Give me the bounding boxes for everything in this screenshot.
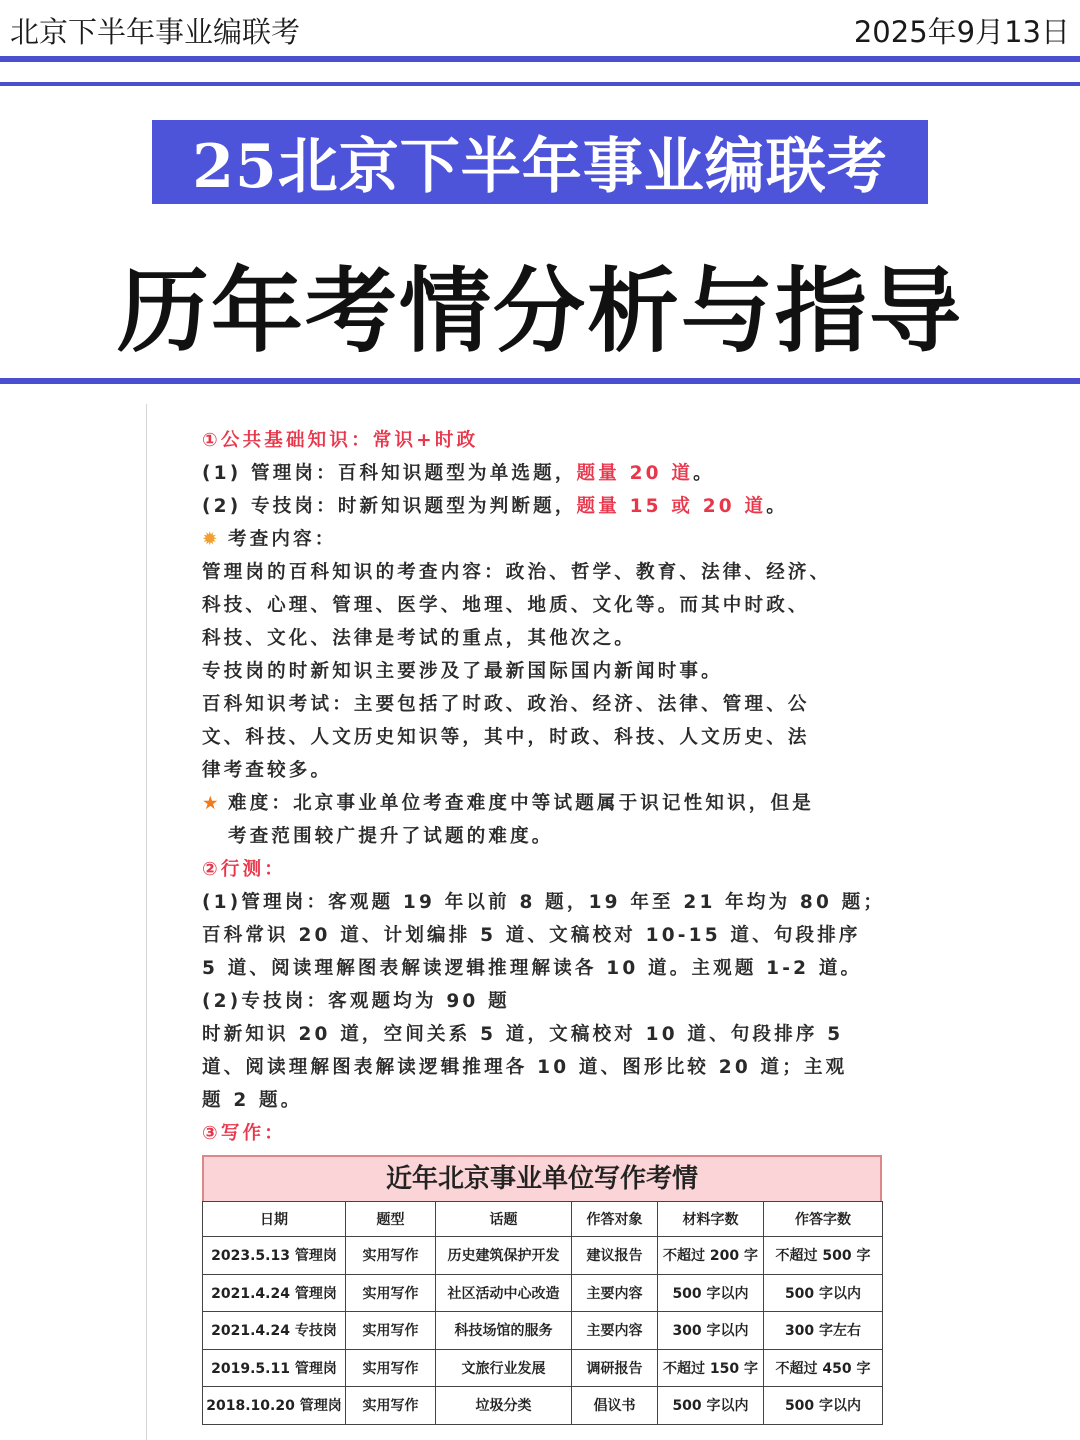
table-cell: 不超过 200 字 bbox=[658, 1237, 764, 1275]
difficulty-text: 难度：北京事业单位考查难度中等试题属于识记性知识，但是 bbox=[228, 793, 814, 814]
paragraph-line: 百科知识考试：主要包括了时政、政治、经济、法律、管理、公 bbox=[202, 694, 810, 715]
table-cell: 300 字以内 bbox=[658, 1312, 764, 1350]
gear-icon: ✹ bbox=[202, 529, 221, 550]
writing-exam-table bbox=[202, 1155, 882, 1425]
top-bar bbox=[0, 0, 1080, 56]
section2-line: 百科常识 20 道、计划编排 5 道、文稿校对 10-15 道、句段排序 bbox=[202, 925, 861, 946]
table-cell: 2018.10.20 管理岗 bbox=[203, 1387, 346, 1425]
table-row bbox=[203, 1349, 883, 1387]
section2-line: 道、阅读理解图表解读逻辑推理各 10 道、图形比较 20 道；主观 bbox=[202, 1057, 848, 1078]
table-cell: 实用写作 bbox=[346, 1237, 436, 1275]
star-icon: ★ bbox=[202, 793, 222, 814]
section3-heading: ③写作： bbox=[202, 1123, 286, 1144]
section2-line: (2)专技岗：客观题均为 90 题 bbox=[202, 991, 510, 1012]
column-header: 日期 bbox=[203, 1202, 346, 1237]
title-banner: 25北京下半年事业编联考 bbox=[152, 120, 928, 204]
table-cell: 不超过 150 字 bbox=[658, 1349, 764, 1387]
paragraph-line: 文、科技、人文历史知识等，其中，时政、科技、人文历史、法 bbox=[202, 727, 810, 748]
table-cell: 不超过 500 字 bbox=[764, 1237, 883, 1275]
section2-line: 时新知识 20 道，空间关系 5 道，文稿校对 10 道、句段排序 5 bbox=[202, 1024, 844, 1045]
table-row bbox=[203, 1237, 883, 1275]
table-row bbox=[203, 1274, 883, 1312]
table-cell: 倡议书 bbox=[572, 1387, 658, 1425]
table-cell: 实用写作 bbox=[346, 1387, 436, 1425]
table-row bbox=[203, 1312, 883, 1350]
table-cell: 实用写作 bbox=[346, 1274, 436, 1312]
table-cell: 科技场馆的服务 bbox=[436, 1312, 572, 1350]
column-header: 话题 bbox=[436, 1202, 572, 1237]
table-cell: 主要内容 bbox=[572, 1274, 658, 1312]
section1-line2-end: 。 bbox=[766, 496, 788, 517]
table-title: 近年北京事业单位写作考情 bbox=[202, 1155, 882, 1201]
table-cell: 社区活动中心改造 bbox=[436, 1274, 572, 1312]
page-subtitle: 历年考情分析与指导 bbox=[116, 257, 963, 365]
table-cell: 500 字以内 bbox=[658, 1274, 764, 1312]
table-cell: 500 字以内 bbox=[764, 1274, 883, 1312]
difficulty-line bbox=[202, 787, 892, 820]
section1-line2-text: (2) 专技岗：时新知识题型为判断题， bbox=[202, 496, 577, 517]
table-cell: 不超过 450 字 bbox=[764, 1349, 883, 1387]
table-cell: 实用写作 bbox=[346, 1312, 436, 1350]
table-cell: 文旅行业发展 bbox=[436, 1349, 572, 1387]
section1-line1-highlight: 题量 20 道 bbox=[576, 463, 694, 484]
table-cell: 500 字以内 bbox=[764, 1387, 883, 1425]
top-rule-2 bbox=[0, 82, 1080, 86]
section2-heading: ②行测： bbox=[202, 859, 286, 880]
table-cell: 500 字以内 bbox=[658, 1387, 764, 1425]
table-cell: 2019.5.11 管理岗 bbox=[203, 1349, 346, 1387]
section2-line: 5 道、阅读理解图表解读逻辑推理解读各 10 道。主观题 1-2 道。 bbox=[202, 958, 863, 979]
section2-line: 题 2 题。 bbox=[202, 1090, 303, 1111]
section2-line: (1)管理岗：客观题 19 年以前 8 题，19 年至 21 年均为 80 题； bbox=[202, 892, 886, 913]
paragraph-line: 律考查较多。 bbox=[202, 760, 333, 781]
section1-line1-end: 。 bbox=[693, 463, 715, 484]
table bbox=[202, 1201, 883, 1425]
top-rule-1 bbox=[0, 56, 1080, 62]
section1-line2 bbox=[202, 490, 892, 523]
table-cell: 主要内容 bbox=[572, 1312, 658, 1350]
table-header-row bbox=[203, 1202, 883, 1237]
table-cell: 实用写作 bbox=[346, 1349, 436, 1387]
table-cell: 建议报告 bbox=[572, 1237, 658, 1275]
header-date: 2025年9月13日 bbox=[853, 15, 1070, 49]
column-header: 作答对象 bbox=[572, 1202, 658, 1237]
content-label: 考查内容： bbox=[228, 529, 337, 550]
paragraph-line: 管理岗的百科知识的考查内容：政治、哲学、教育、法律、经济、 bbox=[202, 562, 832, 583]
section1-heading: ①公共基础知识：常识+时政 bbox=[202, 430, 479, 451]
article-body bbox=[202, 424, 892, 1150]
header-bottom-rule bbox=[0, 378, 1080, 384]
section1-line2-highlight: 题量 15 或 20 道 bbox=[576, 496, 767, 517]
table-cell: 调研报告 bbox=[572, 1349, 658, 1387]
table-cell: 2023.5.13 管理岗 bbox=[203, 1237, 346, 1275]
column-header: 材料字数 bbox=[658, 1202, 764, 1237]
table-cell: 2021.4.24 管理岗 bbox=[203, 1274, 346, 1312]
left-margin-line bbox=[146, 404, 147, 1440]
section1-line1-text: (1) 管理岗：百科知识题型为单选题， bbox=[202, 463, 577, 484]
column-header: 题型 bbox=[346, 1202, 436, 1237]
difficulty-line-2: 考查范围较广提升了试题的难度。 bbox=[228, 826, 554, 847]
paragraph-line: 科技、文化、法律是考试的重点，其他次之。 bbox=[202, 628, 637, 649]
column-header: 作答字数 bbox=[764, 1202, 883, 1237]
content-label-line bbox=[202, 523, 892, 556]
table-row bbox=[203, 1387, 883, 1425]
section1-line1 bbox=[202, 457, 892, 490]
paragraph-line: 科技、心理、管理、医学、地理、地质、文化等。而其中时政、 bbox=[202, 595, 810, 616]
paragraph-line: 专技岗的时新知识主要涉及了最新国际国内新闻时事。 bbox=[202, 661, 723, 682]
table-cell: 历史建筑保护开发 bbox=[436, 1237, 572, 1275]
table-cell: 2021.4.24 专技岗 bbox=[203, 1312, 346, 1350]
table-cell: 300 字左右 bbox=[764, 1312, 883, 1350]
table-cell: 垃圾分类 bbox=[436, 1387, 572, 1425]
header-left-title: 北京下半年事业编联考 bbox=[10, 15, 301, 49]
